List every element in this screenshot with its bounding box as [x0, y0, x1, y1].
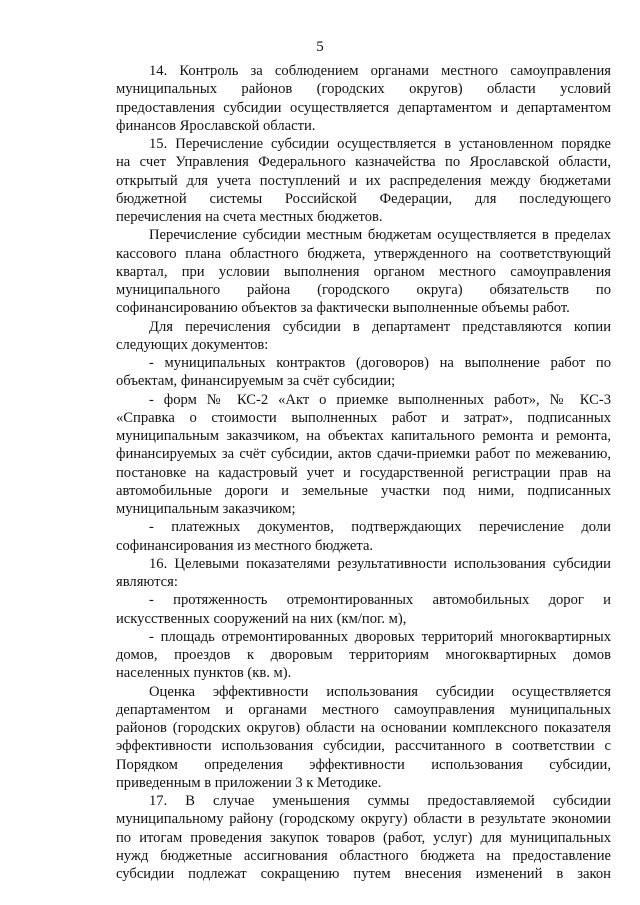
paragraph-line: - площадь отремонтированных дворовых территорий многоквартирных [149, 628, 611, 645]
paragraph-line: - протяженность отремонтированных автомобильных дорог и [149, 592, 611, 609]
paragraph-line: населенных пунктов (кв. м). [116, 665, 292, 682]
paragraph-line: объектам, финансируемым за счёт субсидии; [116, 373, 396, 390]
paragraph-line: нужд бюджетные ассигнования областного бюджета на предоставление [116, 847, 611, 864]
paragraph-line: департаментом и органами местного самоуправления муниципальных [116, 701, 611, 718]
paragraph-line: финансов Ярославской области. [116, 117, 316, 134]
page-number: 5 [316, 39, 324, 55]
paragraph-p15-docs-item1 [116, 354, 611, 391]
paragraph-line: муниципальным заказчиком; [116, 501, 296, 517]
paragraph-line: муниципальных районов (городских округов) области условий [116, 81, 611, 98]
paragraph-line: Оценка эффективности использования субсидии осуществляется [149, 683, 611, 700]
paragraph-line: 17. В случае уменьшения суммы предоставляемой субсидии [149, 793, 611, 809]
paragraph-p15 [116, 135, 611, 226]
paragraph-line: - платежных документов, подтверждающих перечисление доли [149, 519, 611, 536]
paragraph-p15-docs-item3 [116, 518, 611, 555]
document-body [116, 62, 611, 883]
paragraph-line: постановке на кадастровый учет и государственной регистрации прав на [116, 464, 611, 481]
paragraph-line: кассового плана областного бюджета, утвержденного на соответствующий [116, 245, 611, 262]
paragraph-p15-docs [116, 318, 611, 355]
paragraph-line: «Справка о стоимости выполненных работ и затрат», подписанных [116, 409, 611, 426]
paragraph-p15-transfer [116, 226, 611, 317]
paragraph-line: муниципальным заказчиком, на объектах капитального ремонта и ремонта, [116, 428, 611, 444]
paragraph-line: автомобильные дороги и земельные участки под ними, подписанных [116, 482, 611, 499]
paragraph-line: софинансированию объектов за фактически выполненные объемы работ. [116, 300, 570, 317]
paragraph-p15-docs-item2 [116, 391, 611, 519]
paragraph-line: предоставления субсидии осуществляется департаментом и департаментом [116, 99, 611, 116]
paragraph-p16-item2 [116, 628, 611, 683]
paragraph-line: приведенным в приложении 3 к Методике. [116, 774, 382, 791]
paragraph-line: перечисления на счета местных бюджетов. [116, 209, 383, 225]
paragraph-p16-item1 [116, 591, 611, 628]
paragraph-line: Для перечисления субсидии в департамент представляются копии [149, 318, 611, 335]
paragraph-line: квартал, при условии выполнения органом местного самоуправления [116, 263, 611, 280]
paragraph-line: финансируемых за счёт субсидии, актов сдачи-приемки работ по межеванию, [116, 446, 611, 463]
paragraph-p16-evaluation [116, 683, 611, 793]
paragraph-line: 14. Контроль за соблюдением органами местного самоуправления [149, 63, 611, 79]
paragraph-line: являются: [116, 574, 178, 590]
paragraph-line: Порядком определения эффективности использования субсидии, [116, 756, 611, 773]
paragraph-line: на счет Управления Федерального казначейства по Ярославской области, [116, 154, 611, 171]
paragraph-line: софинансирования из местного бюджета. [116, 537, 374, 554]
paragraph-p14 [116, 62, 611, 135]
paragraph-line: - муниципальных контрактов (договоров) на выполнение работ по [149, 355, 611, 371]
paragraph-line: искусственных сооружений на них (км/пог. м), [116, 610, 407, 627]
paragraph-line: субсидии подлежат сокращению путем внесения изменений в закон [116, 866, 611, 882]
paragraph-line: районов (городских округов) области на основании комплексного показателя [116, 720, 611, 736]
paragraph-line: 15. Перечисление субсидии осуществляется в установленном порядке [149, 136, 611, 152]
paragraph-line: домов, проездов к дворовым территориям многоквартирных домов [116, 647, 611, 663]
paragraph-line: 16. Целевыми показателями результативности использования субсидии [149, 555, 611, 572]
paragraph-line: бюджетной системы Российской Федерации, для последующего [116, 190, 611, 207]
paragraph-p16 [116, 555, 611, 592]
paragraph-line: Перечисление субсидии местным бюджетам осуществляется в пределах [149, 227, 611, 244]
paragraph-line: эффективности использования субсидии, рассчитанного в соответствии с [116, 738, 611, 755]
paragraph-line: - форм № КС-2 «Акт о приемке выполненных работ», № КС-3 [149, 391, 611, 408]
paragraph-line: по итогам проведения закупок товаров (работ, услуг) для муниципальных [116, 829, 611, 846]
paragraph-line: муниципального района (городского округа) обязательств по [116, 282, 611, 298]
paragraph-line: следующих документов: [116, 336, 269, 353]
paragraph-p17 [116, 792, 611, 883]
paragraph-line: муниципальному району (городскому округу) области в результате экономии [116, 811, 611, 828]
paragraph-line: открытый для учета поступлений и их распределения между бюджетами [116, 172, 611, 189]
